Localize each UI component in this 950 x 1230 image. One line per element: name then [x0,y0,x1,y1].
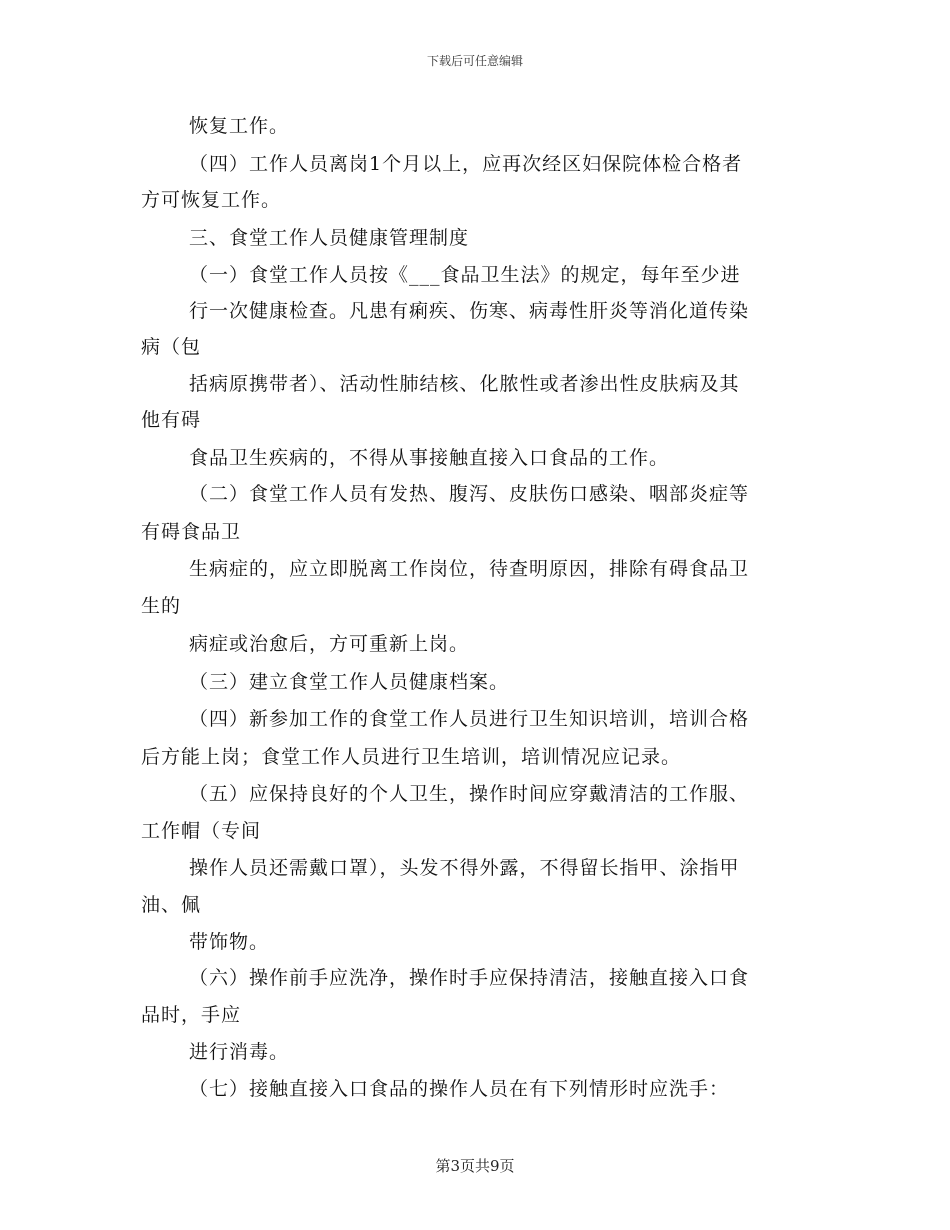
text-line: 品时，手应 [141,1004,242,1026]
text-line: 病症或治愈后，方可重新上岗。 [189,633,470,655]
text-line: （一）食堂工作人员按《___食品卫生法》的规定，每年至少进 [189,264,741,286]
text-line: 操作人员还需戴口罩），头发不得外露，不得留长指甲、涂指甲 [189,857,740,879]
text-line: 方可恢复工作。 [141,189,282,211]
text-line: （三）建立食堂工作人员健康档案。 [189,671,510,693]
text-line: 生病症的，应立即脱离工作岗位，待查明原因，排除有碍食品卫 [189,558,750,580]
text-line: 病（包 [141,336,202,358]
text-line: 油、佩 [141,894,202,916]
text-line: （四）工作人员离岗1个月以上，应再次经区妇保院体检合格者 [189,153,743,175]
text-line: 有碍食品卫 [141,521,242,543]
text-line: 进行消毒。 [189,1041,290,1063]
text-line: 三、食堂工作人员健康管理制度 [189,227,470,249]
text-line: （七）接触直接入口食品的操作人员在有下列情形时应洗手： [189,1078,730,1100]
text-line: 后方能上岗；食堂工作人员进行卫生培训，培训情况应记录。 [141,746,682,768]
text-line: （六）操作前手应洗净，操作时手应保持清洁，接触直接入口食 [189,967,750,989]
text-line: 食品卫生疾病的，不得从事接触直接入口食品的工作。 [189,447,670,469]
text-line: 工作帽（专间 [141,820,262,842]
text-line: （五）应保持良好的个人卫生，操作时间应穿戴清洁的工作服、 [189,783,750,805]
text-line: （四）新参加工作的食堂工作人员进行卫生知识培训，培训合格 [189,708,750,730]
text-line: （二）食堂工作人员有发热、腹泻、皮肤伤口感染、咽部炎症等 [189,483,750,505]
text-line: 他有碍 [141,409,202,431]
page-footer: 第3页共9页 [435,1157,515,1175]
text-line: 恢复工作。 [189,115,290,137]
text-line: 括病原携带者）、活动性肺结核、化脓性或者渗出性皮肤病及其 [189,373,740,395]
text-line: 行一次健康检查。凡患有痢疾、伤寒、病毒性肝炎等消化道传染 [189,300,750,322]
text-line: 生的 [141,595,182,617]
text-line: 带饰物。 [189,931,270,953]
page-header: 下载后可任意编辑 [426,54,523,68]
